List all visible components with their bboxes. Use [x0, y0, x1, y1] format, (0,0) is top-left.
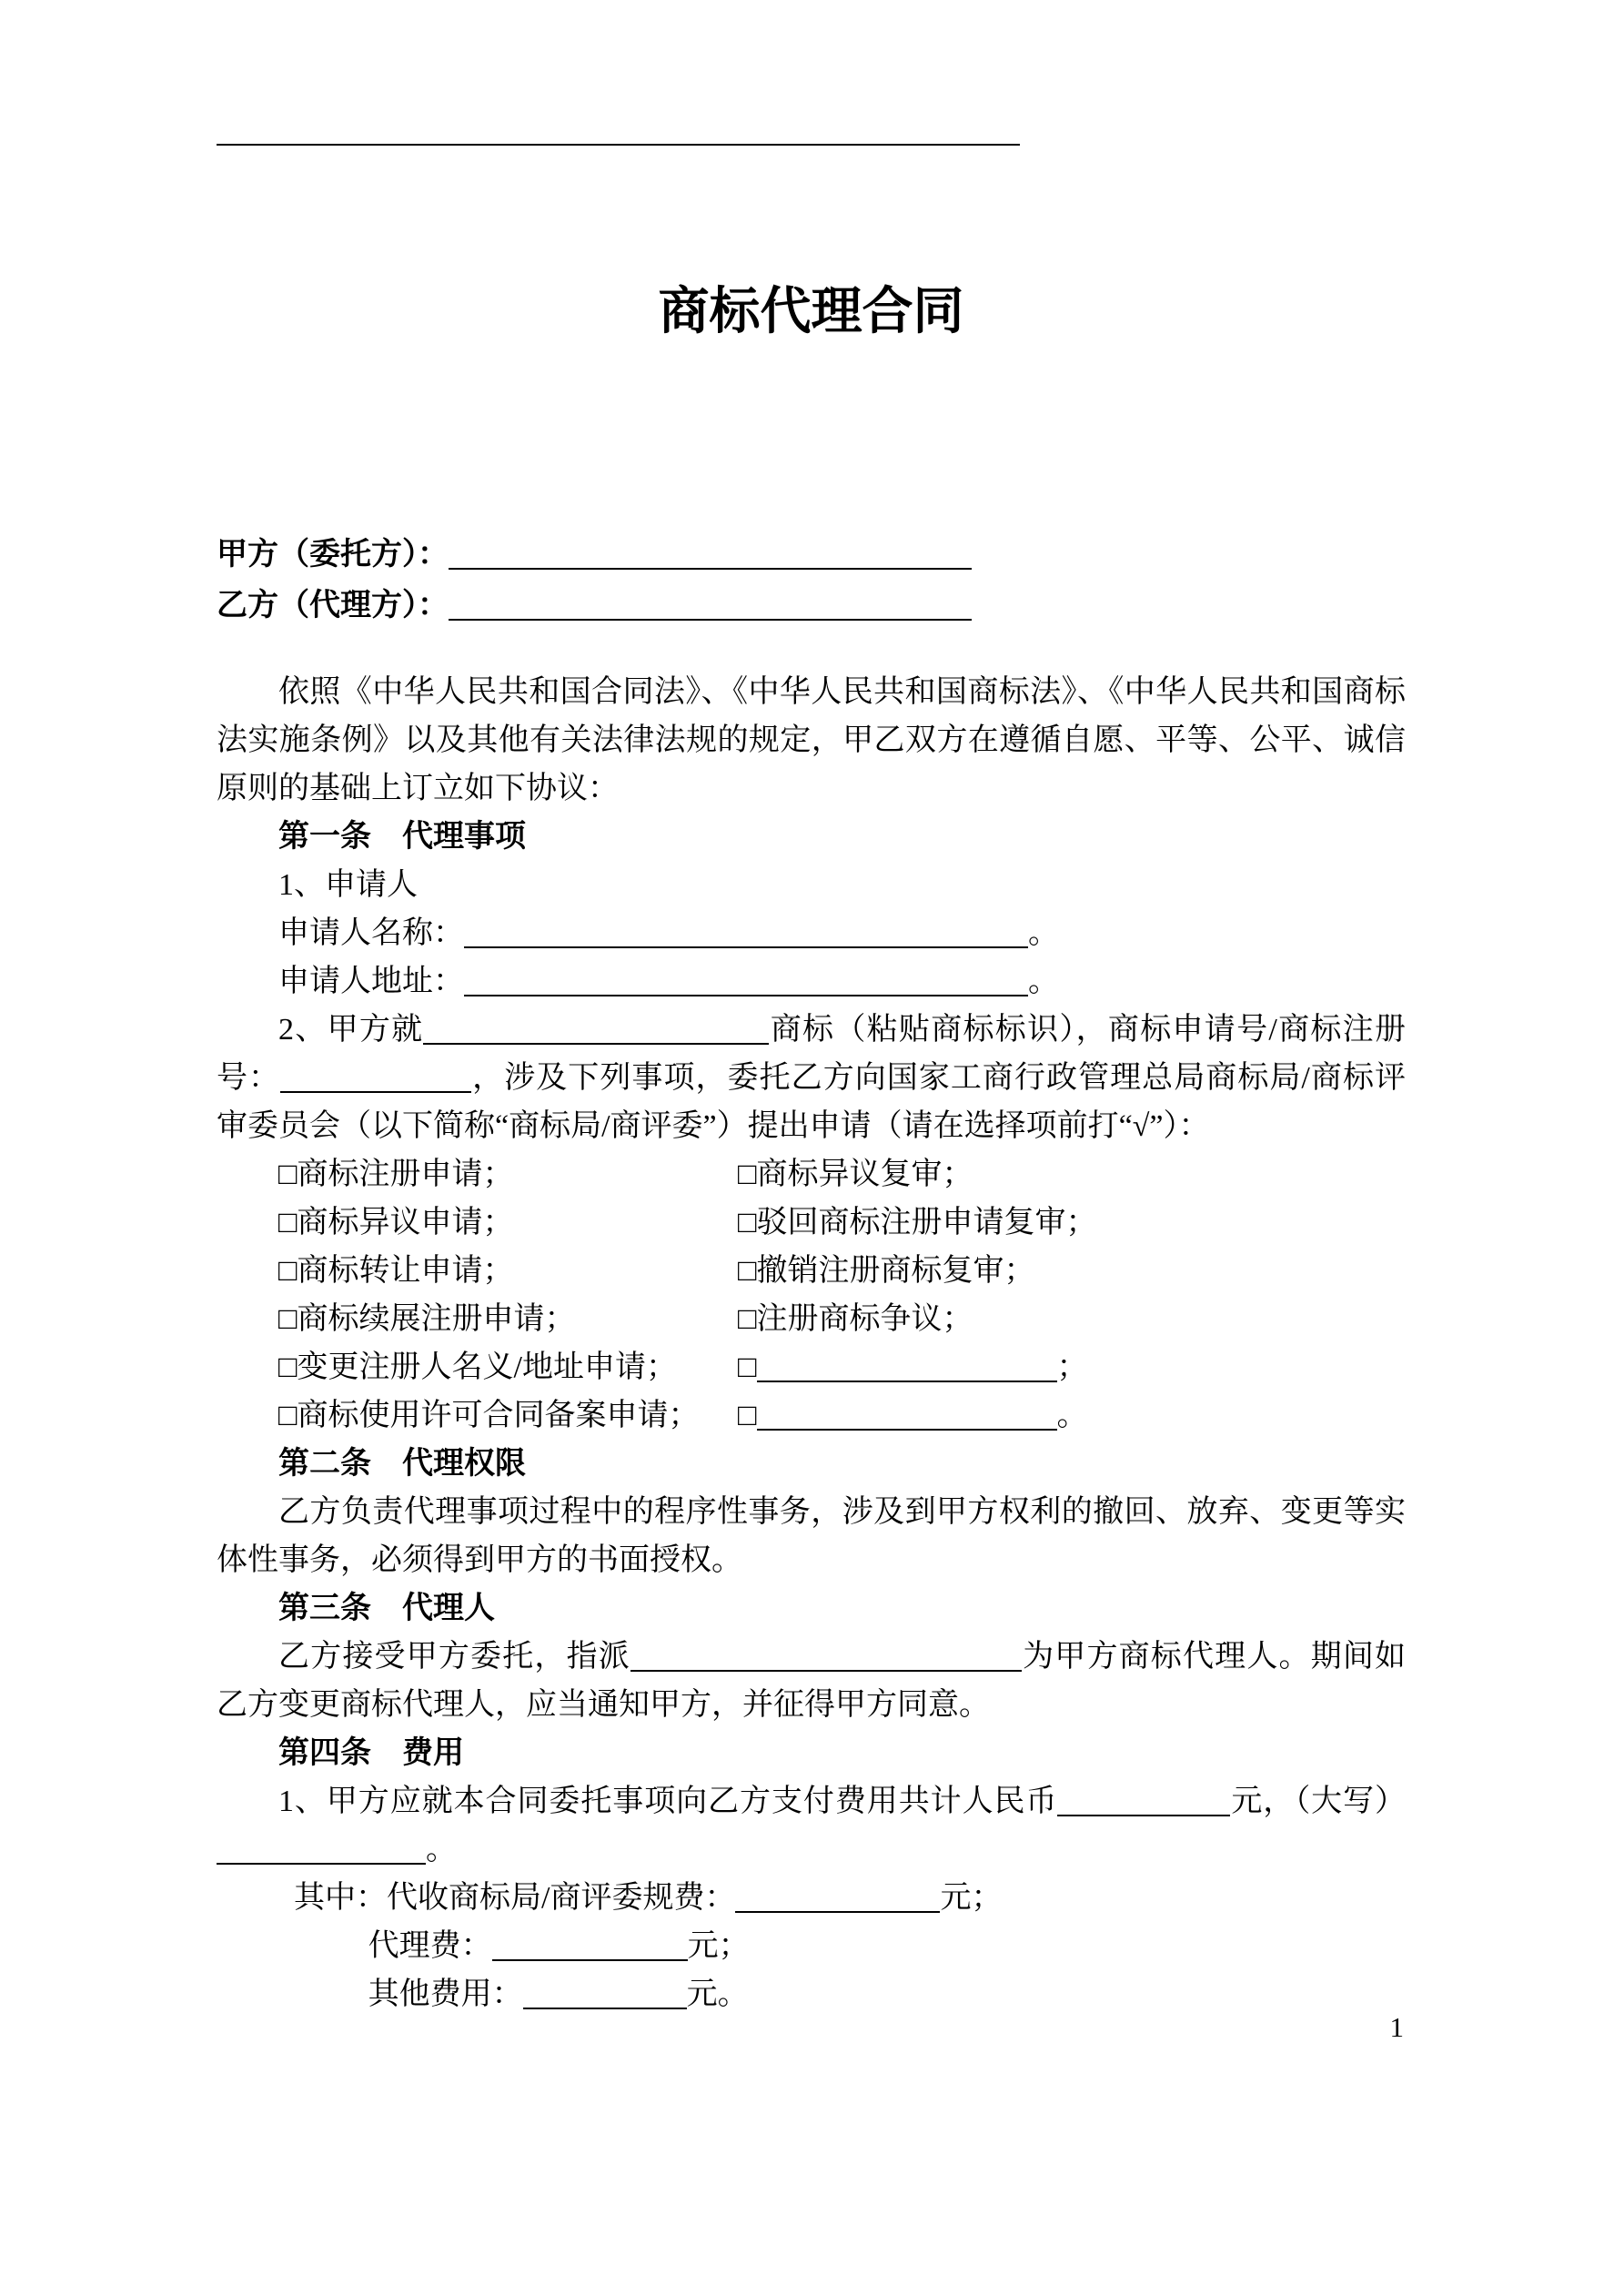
applicant-address-line	[217, 957, 1406, 1006]
checkbox-icon: □	[278, 1206, 298, 1240]
item2-text: ，涉及下列事项，委托乙方向国家工商行政管理总局商标局/商标评审委员会（以下简称“商标局/商评委”）提出申请（请在选择项前打“√”）：	[217, 1061, 1407, 1144]
trademark-name-blank	[423, 1012, 769, 1045]
article4-item1	[217, 1777, 1406, 1874]
option-label: 商标注册申请；	[297, 1158, 514, 1192]
option-cell	[738, 1295, 973, 1343]
intro-paragraph: 依照《中华人民共和国合同法》、《中华人民共和国商标法》、《中华人民共和国商标法实施条例》以及其他有关法律法规的规定，甲乙双方在遵循自愿、平等、公平、诚信原则的基础上订立如下协议：	[217, 675, 1406, 806]
article2-heading: 第二条 代理权限	[278, 1447, 526, 1482]
official-fee-suffix: 元；	[940, 1881, 1003, 1916]
checkbox-icon: □	[278, 1302, 298, 1337]
party-a-label: 甲方（委托方）：	[217, 538, 449, 572]
item2-text: 2、甲方就	[278, 1013, 424, 1047]
option-row	[217, 1150, 1406, 1199]
agent-name-blank	[630, 1639, 1022, 1672]
checkbox-icon: □	[278, 1350, 298, 1385]
article1-heading: 第一条 代理事项	[278, 820, 526, 855]
option-row	[217, 1247, 1406, 1295]
other-fee-label: 其他费用：	[368, 1977, 523, 2012]
other-fee-suffix: 元。	[686, 1977, 749, 2012]
checkbox-icon: □	[278, 1158, 298, 1192]
other-option-blank	[757, 1350, 1057, 1382]
other-option-blank	[757, 1398, 1057, 1431]
party-b-line	[217, 581, 1406, 632]
article1-item1: 1、申请人	[278, 868, 418, 903]
agency-fee-blank	[492, 1928, 688, 1961]
contract-body	[217, 668, 1406, 2018]
item2-text: 商标（粘贴商标标识），商标申请号/商标注册号：	[217, 1013, 1406, 1096]
article2-body: 乙方负责代理事项过程中的程序性事务，涉及到甲方权利的撤回、放弃、变更等实体性事务，必须得到甲方的书面授权。	[217, 1495, 1406, 1578]
registration-number-blank	[280, 1060, 471, 1093]
option-label: 注册商标争议；	[756, 1302, 973, 1337]
official-fee-label: 其中：代收商标局/商评委规费：	[294, 1881, 736, 1916]
article4-text: 。	[426, 1833, 457, 1867]
article4-text: 元，（大写）	[1230, 1785, 1407, 1819]
checkbox-icon: □	[738, 1302, 757, 1337]
other-fee-blank	[523, 1977, 687, 2009]
total-fee-blank	[1057, 1784, 1230, 1816]
option-suffix: 。	[1056, 1399, 1088, 1433]
party-a-line	[217, 530, 1406, 581]
agency-fee-line	[217, 1922, 1406, 1970]
option-label: 变更注册人名义/地址申请；	[297, 1350, 677, 1385]
parties-section	[217, 530, 1406, 632]
applicant-name-blank	[464, 915, 1028, 948]
header-underline	[217, 144, 1020, 146]
option-suffix: ；	[1056, 1350, 1088, 1385]
official-fee-blank	[735, 1880, 940, 1913]
period: 。	[1028, 916, 1059, 951]
document-title: 商标代理合同	[658, 284, 964, 340]
option-label: 驳回商标注册申请复审；	[756, 1206, 1097, 1240]
applicant-name-line	[217, 909, 1406, 957]
option-cell	[278, 1343, 738, 1391]
option-row	[217, 1295, 1406, 1343]
option-cell	[738, 1150, 973, 1199]
article3-body	[217, 1633, 1406, 1729]
agency-fee-suffix: 元；	[687, 1929, 750, 1964]
option-cell	[278, 1247, 738, 1295]
option-cell	[278, 1391, 738, 1440]
article4-text: 1、甲方应就本合同委托事项向乙方支付费用共计人民币	[278, 1785, 1058, 1819]
checkbox-icon: □	[278, 1399, 298, 1433]
option-cell	[738, 1199, 1097, 1247]
applicant-address-label: 申请人地址：	[278, 965, 464, 999]
option-label: 商标异议复审；	[756, 1158, 973, 1192]
fee-in-words-blank	[217, 1832, 426, 1865]
option-cell	[738, 1247, 1035, 1295]
article3-heading: 第三条 代理人	[278, 1592, 495, 1626]
applicant-address-blank	[464, 964, 1028, 996]
article3-text: 为甲方商标代理人。期间如乙方变更商标代理人，应当通知甲方，并征得甲方同意。	[217, 1640, 1407, 1723]
checkbox-icon: □	[738, 1399, 757, 1433]
checkbox-icon: □	[738, 1350, 757, 1385]
option-cell	[738, 1343, 1088, 1391]
option-row	[217, 1343, 1406, 1391]
page-number: 1	[1389, 2011, 1404, 2043]
party-a-blank	[449, 537, 972, 570]
agency-fee-label: 代理费：	[368, 1929, 492, 1964]
checkbox-icon: □	[738, 1206, 757, 1240]
option-label: 撤销注册商标复审；	[756, 1254, 1035, 1289]
option-cell	[278, 1150, 738, 1199]
option-row	[217, 1199, 1406, 1247]
article3-text: 乙方接受甲方委托，指派	[278, 1640, 630, 1674]
article1-item2-paragraph	[217, 1006, 1406, 1150]
option-label: 商标使用许可合同备案申请；	[297, 1399, 700, 1433]
applicant-name-label: 申请人名称：	[278, 916, 464, 951]
checkbox-icon: □	[738, 1158, 757, 1192]
checkbox-icon: □	[278, 1254, 298, 1289]
option-label: 商标转让申请；	[297, 1254, 514, 1289]
option-label: 商标续展注册申请；	[297, 1302, 576, 1337]
option-cell	[278, 1199, 738, 1247]
official-fee-line	[217, 1874, 1406, 1922]
option-row	[217, 1391, 1406, 1440]
checkbox-icon: □	[738, 1254, 757, 1289]
option-cell	[278, 1295, 738, 1343]
other-fee-line	[217, 1970, 1406, 2018]
period: 。	[1028, 965, 1059, 999]
article4-heading: 第四条 费用	[278, 1736, 464, 1771]
option-label: 商标异议申请；	[297, 1206, 514, 1240]
option-cell	[738, 1391, 1088, 1440]
party-b-blank	[449, 588, 972, 621]
party-b-label: 乙方（代理方）：	[217, 589, 449, 623]
